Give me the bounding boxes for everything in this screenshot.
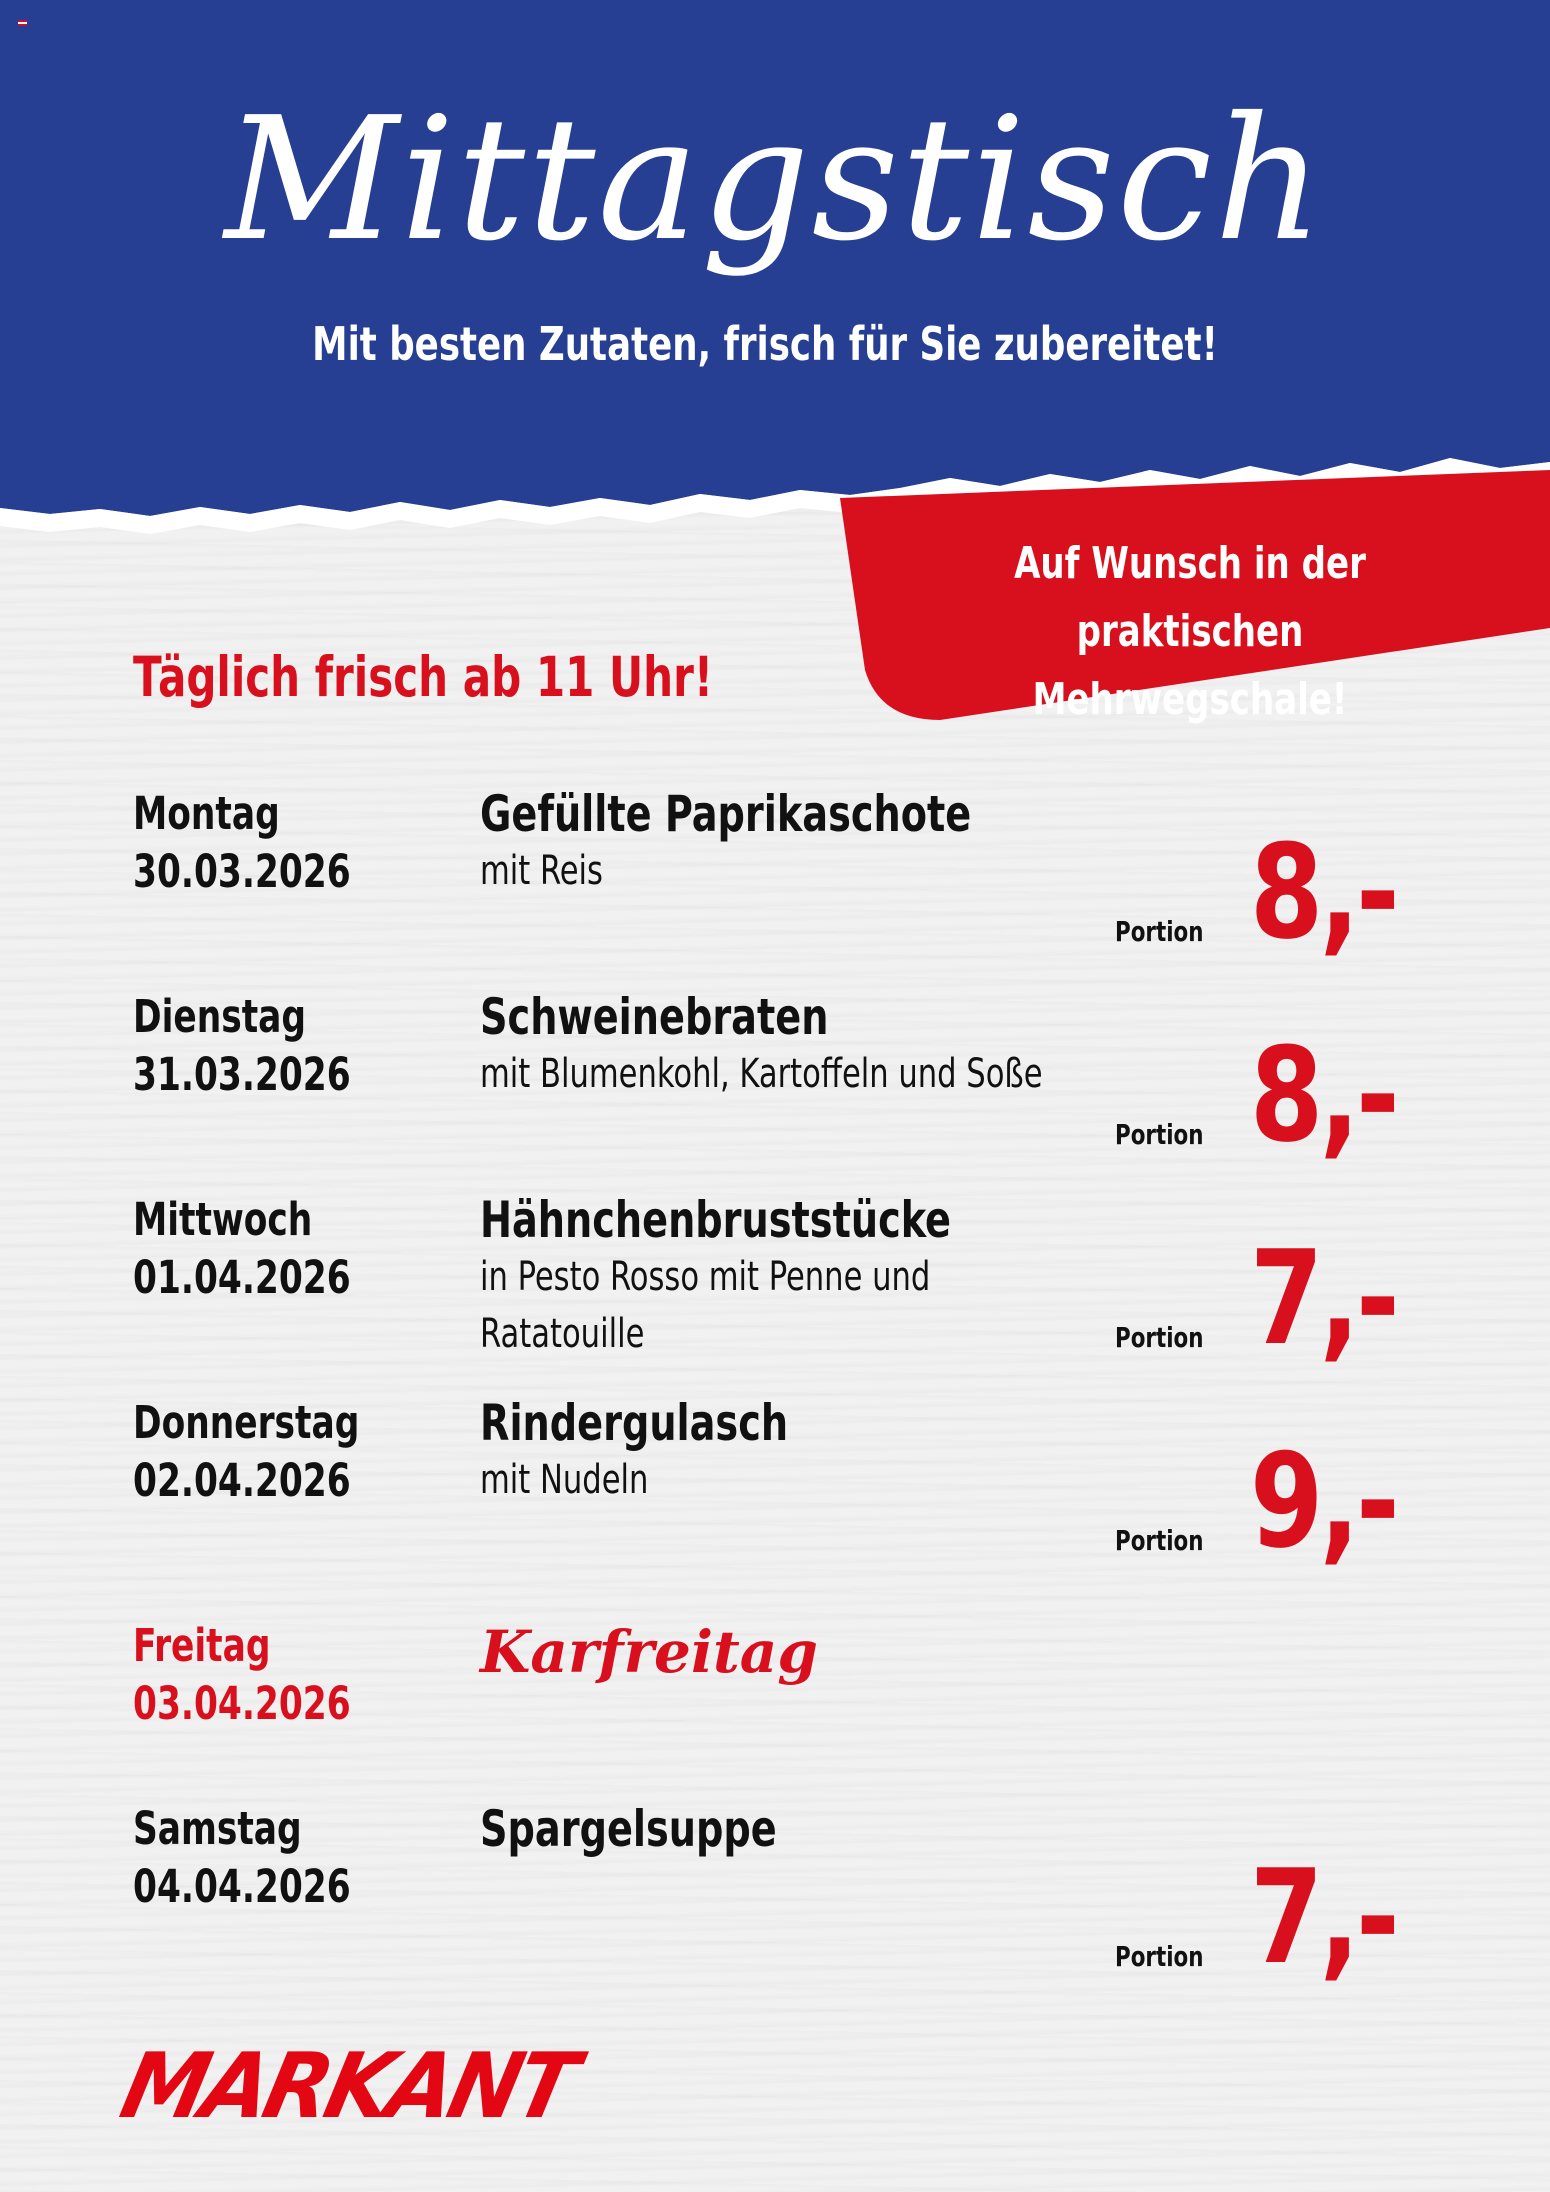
day-date: 02.04.2026	[133, 1454, 351, 1507]
dish-name: Hähnchenbruststücke	[480, 1191, 951, 1249]
badge-text	[906, 530, 1474, 734]
dish-name: Rindergulasch	[480, 1394, 789, 1452]
menu-row-monday	[0, 785, 1550, 985]
holiday-name: Karfreitag	[480, 1618, 818, 1686]
daily-notice: Täglich frisch ab 11 Uhr!	[133, 645, 714, 709]
page-subtitle: Mit besten Zutaten, frisch für Sie zubereitet!	[312, 317, 1218, 371]
dish-description: mit Nudeln	[480, 1457, 649, 1503]
menu-row-thursday	[0, 1394, 1550, 1594]
day-name: Mittwoch	[133, 1193, 313, 1246]
dish-description: in Pesto Rosso mit Penne und Ratatouille	[480, 1254, 931, 1357]
price-tag: 8,-	[1250, 1019, 1397, 1171]
markant-logo	[112, 2034, 655, 2139]
menu-day	[133, 785, 351, 901]
menu-day	[133, 1394, 359, 1510]
menu-row-friday	[0, 1617, 1550, 1817]
menu-row-tuesday	[0, 988, 1550, 1188]
portion-label: Portion	[1115, 1321, 1204, 1354]
day-date: 03.04.2026	[133, 1677, 351, 1730]
day-name: Dienstag	[133, 990, 307, 1043]
menu-day	[133, 1617, 351, 1733]
menu-day	[133, 1800, 351, 1916]
day-date: 01.04.2026	[133, 1251, 351, 1304]
dish-description: mit Blumenkohl, Kartoffeln und Soße	[480, 1051, 1043, 1097]
price-tag: 7,-	[1250, 1841, 1397, 1993]
day-name: Freitag	[133, 1619, 271, 1672]
day-name: Samstag	[133, 1802, 302, 1855]
reusable-container-badge	[840, 470, 1550, 725]
day-name: Montag	[133, 787, 280, 840]
day-date: 30.03.2026	[133, 845, 351, 898]
day-date: 31.03.2026	[133, 1048, 351, 1101]
price-tag: 9,-	[1250, 1425, 1397, 1577]
day-name: Donnerstag	[133, 1396, 360, 1449]
badge-line-1: Auf Wunsch in der praktischen	[1014, 538, 1366, 657]
germany-flag-icon	[18, 20, 27, 26]
dish-name: Spargelsuppe	[480, 1800, 777, 1858]
portion-label: Portion	[1115, 1524, 1204, 1557]
menu-day	[133, 1191, 351, 1307]
header-banner	[0, 0, 1550, 540]
menu-row-saturday	[0, 1800, 1550, 2000]
dish-name: Gefüllte Paprikaschote	[480, 785, 972, 843]
menu-day	[133, 988, 351, 1104]
dish-name: Schweinebraten	[480, 988, 829, 1046]
page-title: Mittagstisch	[224, 81, 1326, 279]
day-date: 04.04.2026	[133, 1860, 351, 1913]
price-tag: 8,-	[1250, 816, 1397, 968]
portion-label: Portion	[1115, 1940, 1204, 1973]
dish-description: mit Reis	[480, 848, 603, 894]
price-tag: 7,-	[1250, 1222, 1397, 1374]
menu-row-wednesday	[0, 1191, 1550, 1391]
portion-label: Portion	[1115, 1118, 1204, 1151]
logo-text: MARKANT	[112, 2034, 584, 2139]
portion-label: Portion	[1115, 915, 1204, 948]
badge-line-2: Mehrwegschale!	[1032, 674, 1348, 725]
